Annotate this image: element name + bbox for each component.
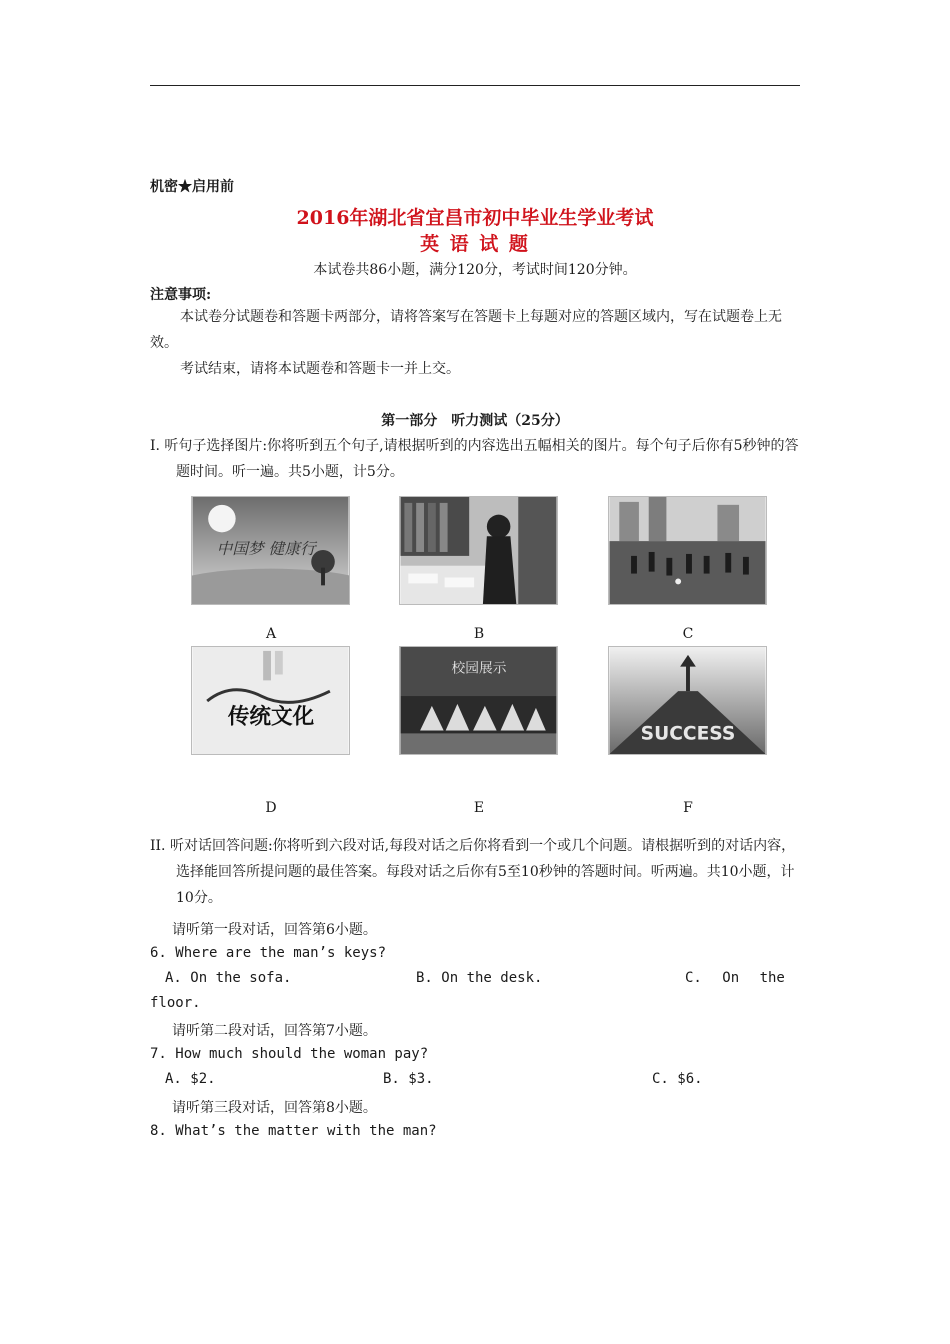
secret-label: 机密★启用前 (150, 179, 234, 195)
picture-label: F (683, 800, 693, 816)
dialogue-instruction: 请听第一段对话，回答第6小题。 (172, 922, 377, 938)
picture-f (608, 646, 767, 755)
exam-subject: 英 语 试 题 (420, 233, 530, 255)
picture-label: C (682, 626, 694, 642)
option-6a: A. On the sofa. (165, 970, 292, 986)
question-6: 6. Where are the man’s keys? (150, 945, 387, 961)
notice-item: 本试卷分试题卷和答题卡两部分，请将答案写在答题卡上每题对应的答题区域内，写在试题卷上无效。 (150, 309, 782, 351)
option-6c-continued: floor. (150, 995, 201, 1011)
picture-b (399, 496, 558, 605)
picture-b-image (400, 497, 557, 604)
picture-f-image (609, 647, 766, 754)
notice-heading: 注意事项: (150, 287, 212, 303)
question-7: 7. How much should the woman pay? (150, 1046, 429, 1062)
picture-f-caption: SUCCESS (640, 723, 736, 745)
option-7a: A. $2. (165, 1071, 216, 1087)
picture-d-caption: 传统文化 (227, 704, 315, 730)
picture-e-caption: 校园展示 (451, 660, 507, 677)
option-7c: C. $6. (652, 1071, 703, 1087)
picture-c-image (609, 497, 766, 604)
exam-title: 2016年湖北省宜昌市初中毕业生学业考试 (296, 207, 654, 229)
question-8: 8. What’s the matter with the man? (150, 1123, 437, 1139)
header-rule (150, 85, 800, 86)
picture-e-image (400, 647, 557, 754)
picture-label: D (265, 800, 277, 816)
picture-c (608, 496, 767, 605)
section1-instructions: Ⅰ. 听句子选择图片:你将听到五个句子,请根据听到的内容选出五幅相关的图片。每个句子后你有5秒钟的答题时间。听一遍。共5小题，计5分。 (150, 438, 799, 480)
picture-label: B (473, 626, 485, 642)
dialogue-instruction: 请听第二段对话，回答第7小题。 (172, 1023, 377, 1039)
picture-a-caption: 中国梦 健康行 (216, 538, 316, 558)
picture-a (191, 496, 350, 605)
picture-d-image (192, 647, 349, 754)
exam-intro: 本试卷共86小题，满分120分，考试时间120分钟。 (313, 262, 637, 278)
option-7b: B. $3. (383, 1071, 434, 1087)
picture-a-image (192, 497, 349, 604)
dialogue-instruction: 请听第三段对话，回答第8小题。 (172, 1100, 377, 1116)
picture-label: E (473, 800, 485, 816)
part1-heading: 第一部分 听力测试（25分） (381, 413, 569, 429)
section2-instructions: II. 听对话回答问题:你将听到六段对话,每段对话之后你将看到一个或几个问题。请根据听到的对话内容，选择能回答所提问题的最佳答案。每段对话之后你有5至10秒钟的答题时间。听两遍。共10小题，计10分。 (150, 838, 796, 906)
picture-e (399, 646, 558, 755)
notice-item: 考试结束，请将本试题卷和答题卡一并上交。 (180, 361, 460, 377)
picture-d (191, 646, 350, 755)
option-6b: B. On the desk. (416, 970, 543, 986)
picture-label: A (265, 626, 277, 642)
option-6c: C. On the (685, 970, 785, 986)
